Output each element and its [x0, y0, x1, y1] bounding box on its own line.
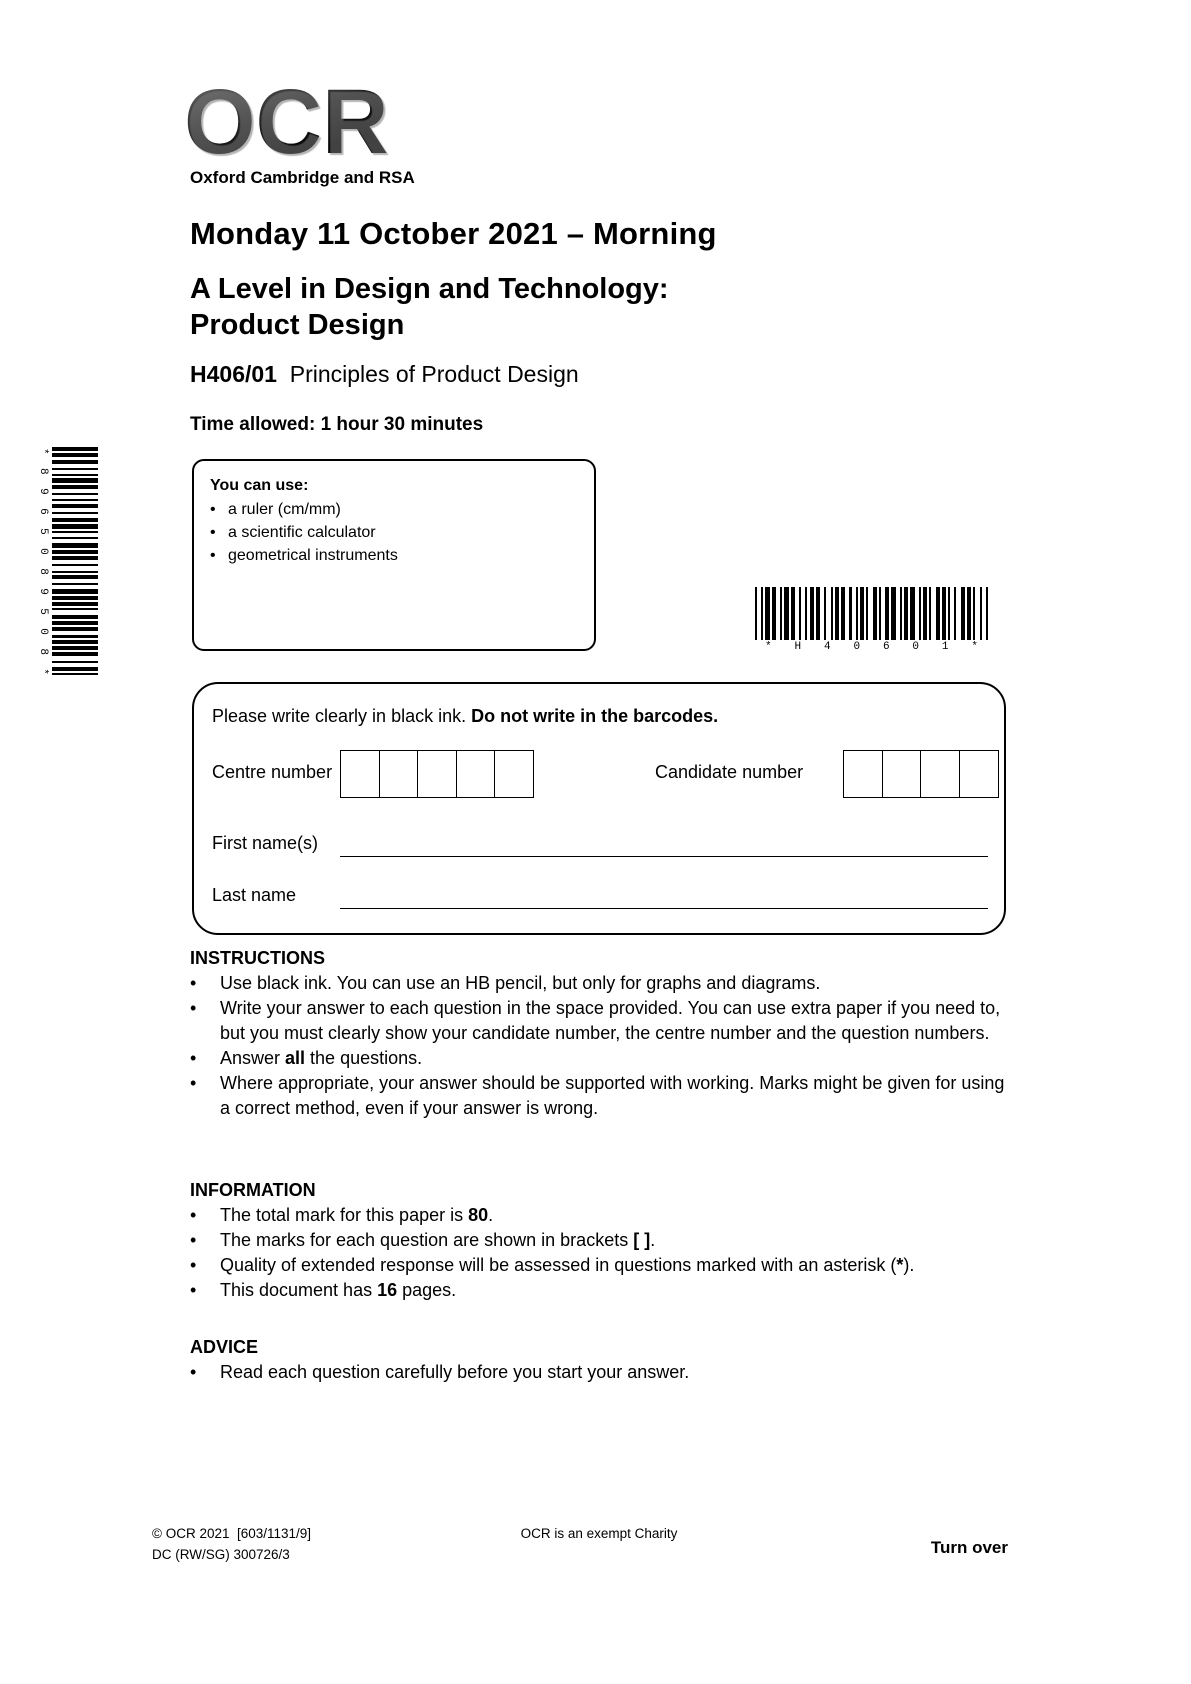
centre-number-cell[interactable] — [417, 750, 457, 798]
barcode-caption-char: 9 — [37, 488, 50, 495]
text-segment: 16 — [377, 1280, 398, 1300]
centre-number-cell[interactable] — [456, 750, 496, 798]
bullet-marker: • — [190, 1255, 197, 1275]
text-segment: The marks for each question are shown in brackets — [220, 1230, 634, 1250]
text-segment: Use black ink. You can use an HB pencil, but only for graphs and diagrams. — [220, 973, 821, 993]
text-segment: . — [488, 1205, 494, 1225]
barcode-caption-char: 5 — [37, 608, 50, 615]
text-segment: pages. — [397, 1280, 457, 1300]
instructions-title: INSTRUCTIONS — [190, 948, 325, 968]
bullet-marker: • — [190, 1048, 197, 1068]
text-segment: Please write clearly in black ink. — [212, 706, 472, 726]
time-allowed: Time allowed: 1 hour 30 minutes — [190, 414, 484, 435]
turn-over-label: Turn over — [930, 1538, 1008, 1557]
text-segment: Answer — [220, 1048, 286, 1068]
brand-tagline: Oxford Cambridge and RSA — [190, 168, 415, 187]
write-clearly-instruction — [212, 706, 718, 727]
first-name-field[interactable] — [340, 856, 988, 857]
text-segment: all — [285, 1048, 306, 1068]
barcode-caption-char: 8 — [37, 648, 50, 655]
centre-number-cells — [340, 750, 534, 798]
centre-number-cell[interactable] — [340, 750, 380, 798]
barcode-caption-char: H — [794, 641, 802, 653]
information-list — [190, 1203, 1018, 1303]
bullet-marker: • — [190, 998, 197, 1018]
ocr-logo: OCR — [184, 71, 389, 173]
last-name-field[interactable] — [340, 908, 988, 909]
qualification-line2: Product Design — [190, 309, 405, 341]
text-segment: Write your answer to each question in the space provided. You can use extra paper if you need to, but you must clearly show your candidate number, the centre number and the question numbers. — [220, 998, 1001, 1043]
centre-number-cell[interactable] — [379, 750, 419, 798]
bullet-marker: • — [190, 1230, 197, 1250]
last-name-label: Last name — [212, 885, 297, 905]
dc-code-line: DC (RW/SG) 300726/3 — [152, 1547, 290, 1562]
bullet-item — [190, 1278, 1018, 1303]
left-barcode-caption — [37, 448, 50, 675]
bullet-marker: • — [210, 501, 216, 518]
bullet-marker: • — [190, 973, 197, 993]
bullet-text — [220, 1360, 1018, 1385]
text-segment: Where appropriate, your answer should be supported with working. Marks might be given for using a correct method, even if your answer is wrong. — [220, 1073, 1005, 1118]
bullet-item — [190, 1071, 1018, 1121]
charity-note: OCR is an exempt Charity — [520, 1526, 678, 1541]
text-segment: a ruler (cm/mm) — [228, 501, 341, 518]
bullet-item — [190, 1046, 1018, 1071]
bullet-item — [190, 971, 1018, 996]
candidate-number-label: Candidate number — [655, 762, 804, 782]
paper-barcode-bars — [755, 587, 988, 640]
barcode-caption-char: 1 — [941, 641, 949, 653]
you-can-use-list — [210, 498, 578, 567]
qualification-title — [190, 271, 669, 343]
text-segment: * — [896, 1255, 904, 1275]
text-segment: Do not write in the barcodes. — [471, 706, 719, 726]
you-can-use-box — [192, 459, 596, 651]
candidate-number-cell[interactable] — [959, 750, 999, 798]
advice-section — [190, 1335, 1018, 1385]
candidate-number-cell[interactable] — [882, 750, 922, 798]
bullet-text — [220, 1278, 1018, 1303]
bullet-item — [190, 1203, 1018, 1228]
barcode-caption-char: 0 — [912, 641, 920, 653]
information-section — [190, 1178, 1018, 1303]
text-segment: geometrical instruments — [228, 547, 398, 564]
text-segment: the questions. — [305, 1048, 423, 1068]
first-name-label: First name(s) — [212, 833, 319, 853]
barcode-caption-char: 9 — [37, 588, 50, 595]
information-title: INFORMATION — [190, 1180, 316, 1200]
bullet-item — [210, 498, 578, 521]
text-segment: The total mark for this paper is — [220, 1205, 469, 1225]
left-barcode — [52, 447, 98, 675]
you-can-use-title: You can use: — [210, 477, 309, 494]
exam-date-title: Monday 11 October 2021 – Morning — [190, 216, 717, 251]
barcode-caption-char: 6 — [882, 641, 890, 653]
instructions-section — [190, 946, 1018, 1121]
bullet-marker: • — [190, 1073, 197, 1093]
text-segment: Principles of Product Design — [276, 361, 579, 387]
bullet-text — [220, 1228, 1018, 1253]
candidate-number-cells — [843, 750, 999, 798]
barcode-stripe — [52, 673, 98, 675]
centre-number-label: Centre number — [212, 762, 333, 782]
instructions-list — [190, 971, 1018, 1121]
text-segment: . — [650, 1230, 656, 1250]
bullet-item — [190, 1253, 1018, 1278]
advice-list — [190, 1360, 1018, 1385]
text-segment: Quality of extended response will be assessed in questions marked with an asterisk ( — [220, 1255, 897, 1275]
barcode-caption-char: 0 — [37, 628, 50, 635]
bullet-text — [228, 544, 578, 567]
barcode-caption-char: * — [971, 641, 978, 653]
bullet-item — [210, 544, 578, 567]
text-segment: 80 — [468, 1205, 489, 1225]
barcode-caption-char: 6 — [37, 508, 50, 515]
bullet-text — [220, 1071, 1018, 1121]
bullet-item — [190, 1228, 1018, 1253]
bullet-text — [220, 996, 1018, 1046]
paper-barcode — [755, 587, 988, 653]
bullet-item — [190, 1360, 1018, 1385]
bullet-text — [220, 971, 1018, 996]
barcode-caption-char: 0 — [853, 641, 861, 653]
barcode-caption-char: 0 — [37, 548, 50, 555]
bullet-marker: • — [210, 524, 216, 541]
centre-number-cell[interactable] — [494, 750, 534, 798]
barcode-bar — [986, 587, 988, 640]
barcode-caption-char: * — [37, 448, 50, 455]
bullet-text — [228, 498, 578, 521]
text-segment: a scientific calculator — [228, 524, 376, 541]
text-segment: [ ] — [633, 1230, 651, 1250]
text-segment: ). — [903, 1255, 915, 1275]
candidate-number-cell[interactable] — [843, 750, 883, 798]
bullet-text — [220, 1253, 1018, 1278]
barcode-caption-char: 5 — [37, 528, 50, 535]
bullet-item — [210, 521, 578, 544]
paper-barcode-caption — [755, 641, 988, 653]
bullet-marker: • — [190, 1362, 197, 1382]
barcode-caption-char: 8 — [37, 568, 50, 575]
text-segment: H406/01 — [190, 361, 277, 387]
bullet-item — [190, 996, 1018, 1046]
bullet-text — [220, 1203, 1018, 1228]
bullet-text — [220, 1046, 1018, 1071]
bullet-marker: • — [190, 1205, 197, 1225]
candidate-number-cell[interactable] — [920, 750, 960, 798]
bullet-marker: • — [190, 1280, 197, 1300]
barcode-caption-char: 8 — [37, 468, 50, 475]
text-segment: This document has — [220, 1280, 378, 1300]
advice-title: ADVICE — [190, 1337, 259, 1357]
barcode-caption-char: 4 — [823, 641, 831, 653]
bullet-marker: • — [210, 547, 216, 564]
text-segment: Read each question carefully before you start your answer. — [220, 1362, 690, 1382]
qualification-line1: A Level in Design and Technology: — [190, 273, 669, 305]
barcode-caption-char: * — [765, 641, 772, 653]
copyright-line: © OCR 2021 [603/1131/9] — [152, 1526, 312, 1541]
bullet-text — [228, 521, 578, 544]
paper-code-title — [190, 361, 579, 388]
barcode-caption-char: * — [37, 668, 50, 675]
